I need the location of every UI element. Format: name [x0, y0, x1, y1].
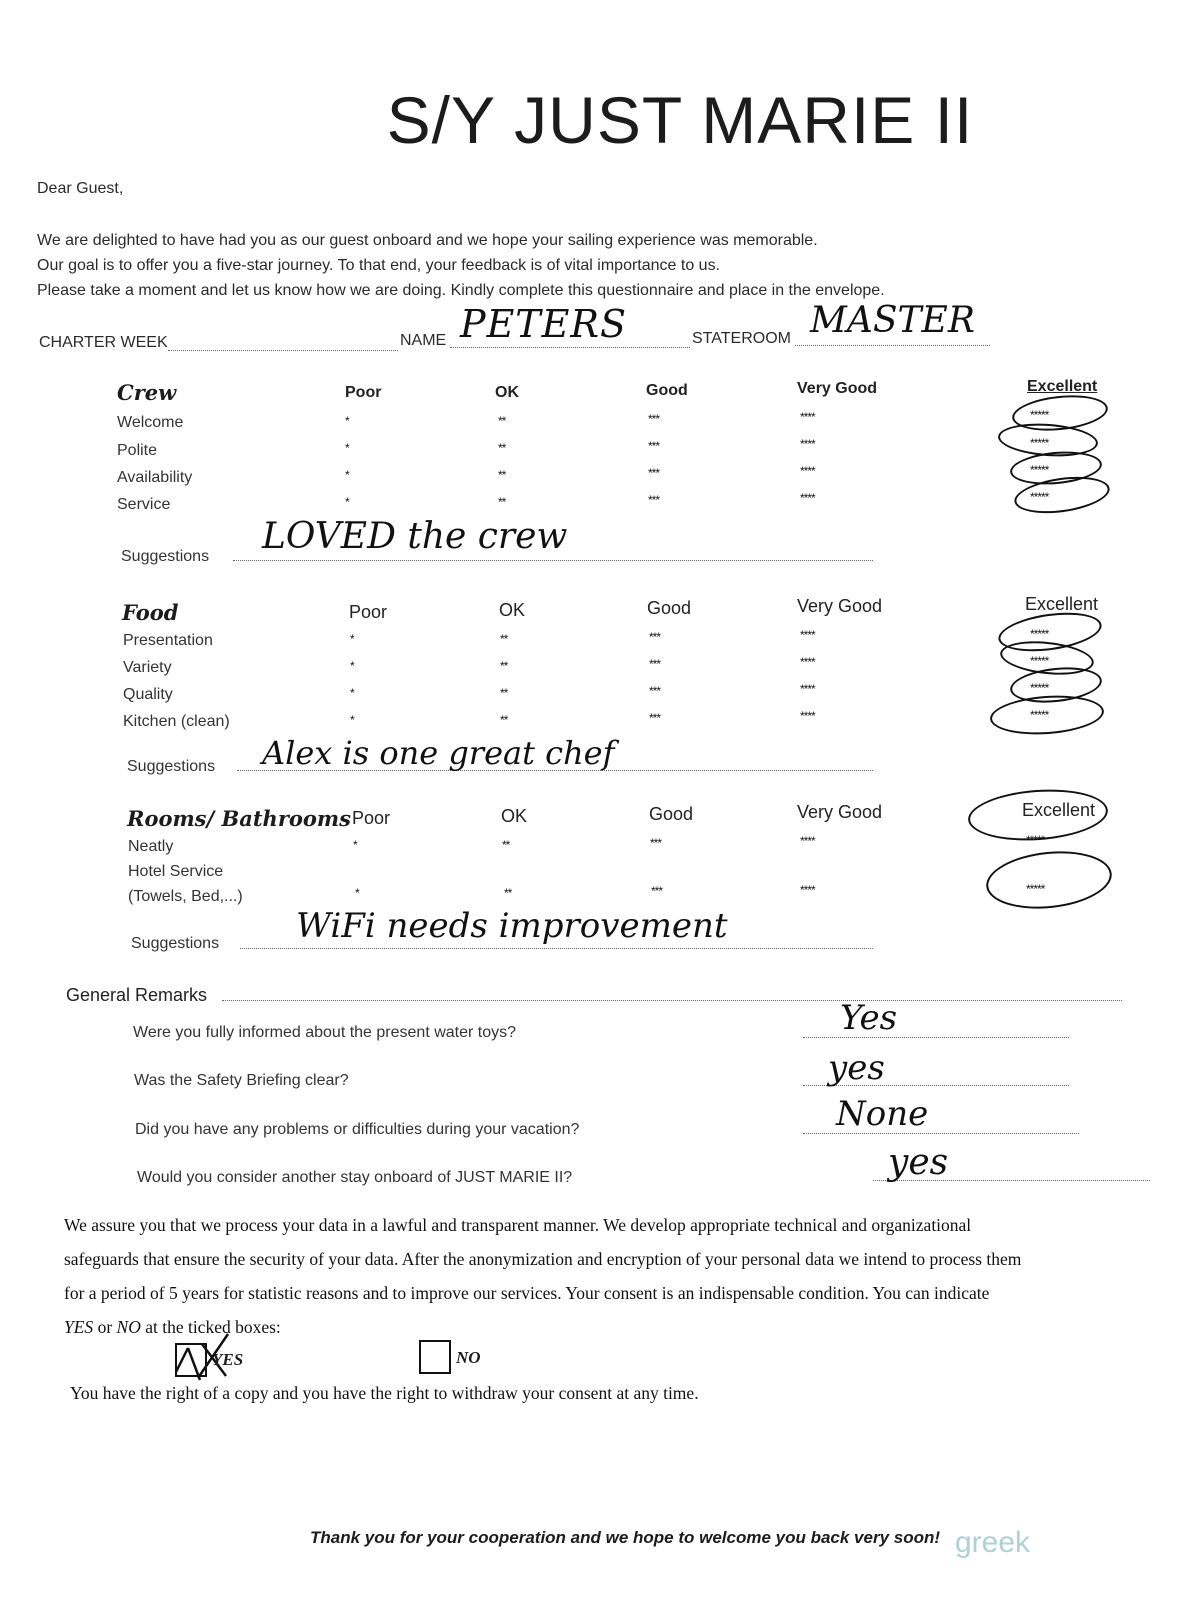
food-kitchen-star-5[interactable]: ***** [1030, 708, 1049, 722]
rooms-neatly-star-1[interactable]: * [353, 838, 357, 852]
general-remarks-title: General Remarks [66, 985, 208, 1005]
rooms-hotel-service-star-5[interactable]: ***** [1026, 882, 1045, 896]
crew-row-polite: Polite [117, 442, 158, 459]
rooms-neatly-star-3[interactable]: *** [650, 836, 662, 850]
stateroom-label: STATEROOM [692, 330, 791, 347]
form-title: S/Y JUST MARIE II [386, 83, 974, 157]
food-suggestions-label: Suggestions [127, 758, 216, 775]
food-header-poor: Poor [349, 602, 388, 622]
crew-service-star-4[interactable]: **** [800, 491, 815, 505]
food-row-quality: Quality [123, 686, 173, 703]
name-label: NAME [400, 332, 447, 349]
intro-line-3: Please take a moment and let us know how we are doing. Kindly complete this questionnaire and place in the envelope. [37, 282, 885, 299]
consent-line-2: safeguards that ensure the security of your data. After the anonymization and encryption of your personal data we intend to process them [64, 1249, 1022, 1269]
crew-header-poor: Poor [345, 384, 382, 401]
crew-welcome-star-3[interactable]: *** [648, 412, 660, 426]
crew-polite-star-1[interactable]: * [345, 441, 349, 455]
rooms-hotel-service-excellent-mark [983, 846, 1114, 915]
charter-week-line [168, 350, 398, 351]
food-variety-star-2[interactable]: ** [500, 659, 508, 673]
consent-yes-label: YES [212, 1350, 244, 1369]
crew-availability-star-3[interactable]: *** [648, 466, 660, 480]
stateroom-value[interactable]: MASTER [810, 300, 975, 341]
question-safety-briefing: Was the Safety Briefing clear? [134, 1072, 349, 1089]
food-row-presentation: Presentation [123, 632, 213, 649]
crew-polite-star-4[interactable]: **** [800, 437, 815, 451]
crew-polite-star-5[interactable]: ***** [1030, 436, 1049, 450]
consent-paragraph [64, 1208, 1154, 1344]
crew-row-welcome: Welcome [117, 414, 184, 431]
consent-or-word: or [97, 1317, 113, 1337]
crew-suggestions-label: Suggestions [121, 548, 210, 565]
rooms-suggestions-label: Suggestions [131, 935, 220, 952]
crew-availability-star-4[interactable]: **** [800, 464, 815, 478]
food-header-ok: OK [499, 600, 526, 620]
food-header-excellent: Excellent [1025, 594, 1099, 614]
food-variety-star-4[interactable]: **** [800, 655, 815, 669]
rooms-section-title: Rooms/ Bathrooms [127, 806, 351, 831]
crew-section-title: Crew [117, 380, 177, 405]
consent-rights: You have the right of a copy and you have the right to withdraw your consent at any time. [70, 1383, 699, 1403]
answer-safety-briefing[interactable]: yes [828, 1048, 885, 1088]
name-line [450, 347, 690, 348]
food-quality-star-1[interactable]: * [350, 686, 354, 700]
crew-welcome-star-4[interactable]: **** [800, 410, 815, 424]
rooms-hotel-service-star-4[interactable]: **** [800, 883, 815, 897]
rooms-hotel-service-star-1[interactable]: * [355, 886, 359, 900]
rooms-header-poor: Poor [352, 808, 391, 828]
food-header-very-good: Very Good [797, 596, 883, 616]
greeting: Dear Guest, [37, 180, 124, 197]
crew-suggestions-line [233, 560, 873, 561]
consent-tail: at the ticked boxes: [145, 1317, 281, 1337]
food-presentation-star-4[interactable]: **** [800, 628, 815, 642]
crew-service-star-3[interactable]: *** [648, 493, 660, 507]
food-kitchen-star-4[interactable]: **** [800, 709, 815, 723]
crew-header-excellent: Excellent [1027, 378, 1098, 395]
crew-welcome-star-1[interactable]: * [345, 414, 349, 428]
rooms-header-good: Good [649, 804, 694, 824]
answer-problems[interactable]: None [836, 1094, 929, 1134]
stateroom-line [795, 345, 990, 346]
food-presentation-star-2[interactable]: ** [500, 632, 508, 646]
intro-line-1: We are delighted to have had you as our guest onboard and we hope your sailing experience was memorable. [37, 232, 818, 249]
watermark: greek [955, 1526, 1031, 1559]
crew-polite-star-3[interactable]: *** [648, 439, 660, 453]
footer-thanks: Thank you for your cooperation and we hope to welcome you back very soon! [309, 1528, 941, 1547]
food-quality-star-3[interactable]: *** [649, 684, 661, 698]
food-header-good: Good [647, 598, 692, 618]
crew-suggestions-value[interactable]: LOVED the crew [262, 516, 568, 557]
food-presentation-star-3[interactable]: *** [649, 630, 661, 644]
crew-availability-star-2[interactable]: ** [498, 468, 506, 482]
food-variety-star-3[interactable]: *** [649, 657, 661, 671]
rooms-row-towels-bed: (Towels, Bed,...) [128, 888, 243, 905]
name-value[interactable]: PETERS [460, 302, 628, 346]
crew-header-ok: OK [495, 384, 519, 401]
crew-polite-star-2[interactable]: ** [498, 441, 506, 455]
question-water-toys: Were you fully informed about the present water toys? [133, 1024, 517, 1041]
rooms-header-excellent: Excellent [1022, 800, 1096, 820]
crew-welcome-star-2[interactable]: ** [498, 414, 506, 428]
crew-header-good: Good [646, 382, 688, 399]
crew-welcome-star-5[interactable]: ***** [1030, 408, 1049, 422]
consent-no-label: NO [456, 1348, 481, 1367]
food-kitchen-star-3[interactable]: *** [649, 711, 661, 725]
rooms-header-ok: OK [501, 806, 528, 826]
charter-week-label: CHARTER WEEK [39, 334, 168, 351]
food-kitchen-star-2[interactable]: ** [500, 713, 508, 727]
rooms-row-neatly: Neatly [128, 838, 174, 855]
consent-line-3: for a period of 5 years for statistic reasons and to improve our services. Your consent is an indispensable condition. You can indicate [64, 1283, 990, 1303]
rooms-neatly-star-2[interactable]: ** [502, 838, 510, 852]
crew-service-star-1[interactable]: * [345, 495, 349, 509]
general-remarks-line [222, 1000, 1122, 1001]
answer-water-toys[interactable]: Yes [840, 998, 898, 1038]
answer-another-stay[interactable]: yes [888, 1142, 949, 1183]
food-suggestions-value[interactable]: Alex is one great chef [262, 734, 615, 772]
rooms-header-very-good: Very Good [797, 802, 883, 822]
food-variety-star-1[interactable]: * [350, 659, 354, 673]
question-another-stay: Would you consider another stay onboard of JUST MARIE II? [137, 1169, 573, 1186]
intro-line-2: Our goal is to offer you a five-star journey. To that end, your feedback is of vital importance to us. [37, 257, 721, 274]
food-kitchen-star-1[interactable]: * [350, 713, 354, 727]
crew-availability-star-5[interactable]: ***** [1030, 463, 1049, 477]
consent-no-word: NO [116, 1317, 141, 1337]
food-variety-star-5[interactable]: ***** [1030, 654, 1049, 668]
food-presentation-star-5[interactable]: ***** [1030, 627, 1049, 641]
crew-service-star-2[interactable]: ** [498, 495, 506, 509]
rooms-suggestions-line [240, 948, 873, 949]
food-kitchen-excellent-mark [989, 692, 1105, 738]
food-quality-star-4[interactable]: **** [800, 682, 815, 696]
question-problems: Did you have any problems or difficulties during your vacation? [135, 1121, 580, 1138]
rooms-neatly-star-4[interactable]: **** [800, 834, 815, 848]
food-row-variety: Variety [123, 659, 172, 676]
food-row-kitchen: Kitchen (clean) [123, 713, 230, 730]
consent-no-checkbox[interactable] [419, 1340, 451, 1374]
crew-row-service: Service [117, 496, 171, 513]
rooms-row-hotel-service: Hotel Service [128, 863, 224, 880]
rooms-suggestions-value[interactable]: WiFi needs improvement [296, 906, 728, 946]
rooms-neatly-star-5[interactable]: ***** [1026, 833, 1045, 847]
food-section-title: Food [122, 600, 179, 625]
consent-line-1: We assure you that we process your data in a lawful and transparent manner. We develop appropriate technical and organizational [64, 1215, 972, 1235]
food-quality-star-2[interactable]: ** [500, 686, 508, 700]
crew-row-availability: Availability [117, 469, 193, 486]
food-quality-star-5[interactable]: ***** [1030, 681, 1049, 695]
crew-service-star-5[interactable]: ***** [1030, 490, 1049, 504]
rooms-hotel-service-star-2[interactable]: ** [504, 886, 512, 900]
food-presentation-star-1[interactable]: * [350, 632, 354, 646]
rooms-hotel-service-star-3[interactable]: *** [651, 884, 663, 898]
rooms-neatly-excellent-mark [966, 785, 1109, 845]
crew-availability-star-1[interactable]: * [345, 468, 349, 482]
crew-header-very-good: Very Good [797, 380, 878, 397]
consent-yes-word: YES [64, 1317, 94, 1337]
